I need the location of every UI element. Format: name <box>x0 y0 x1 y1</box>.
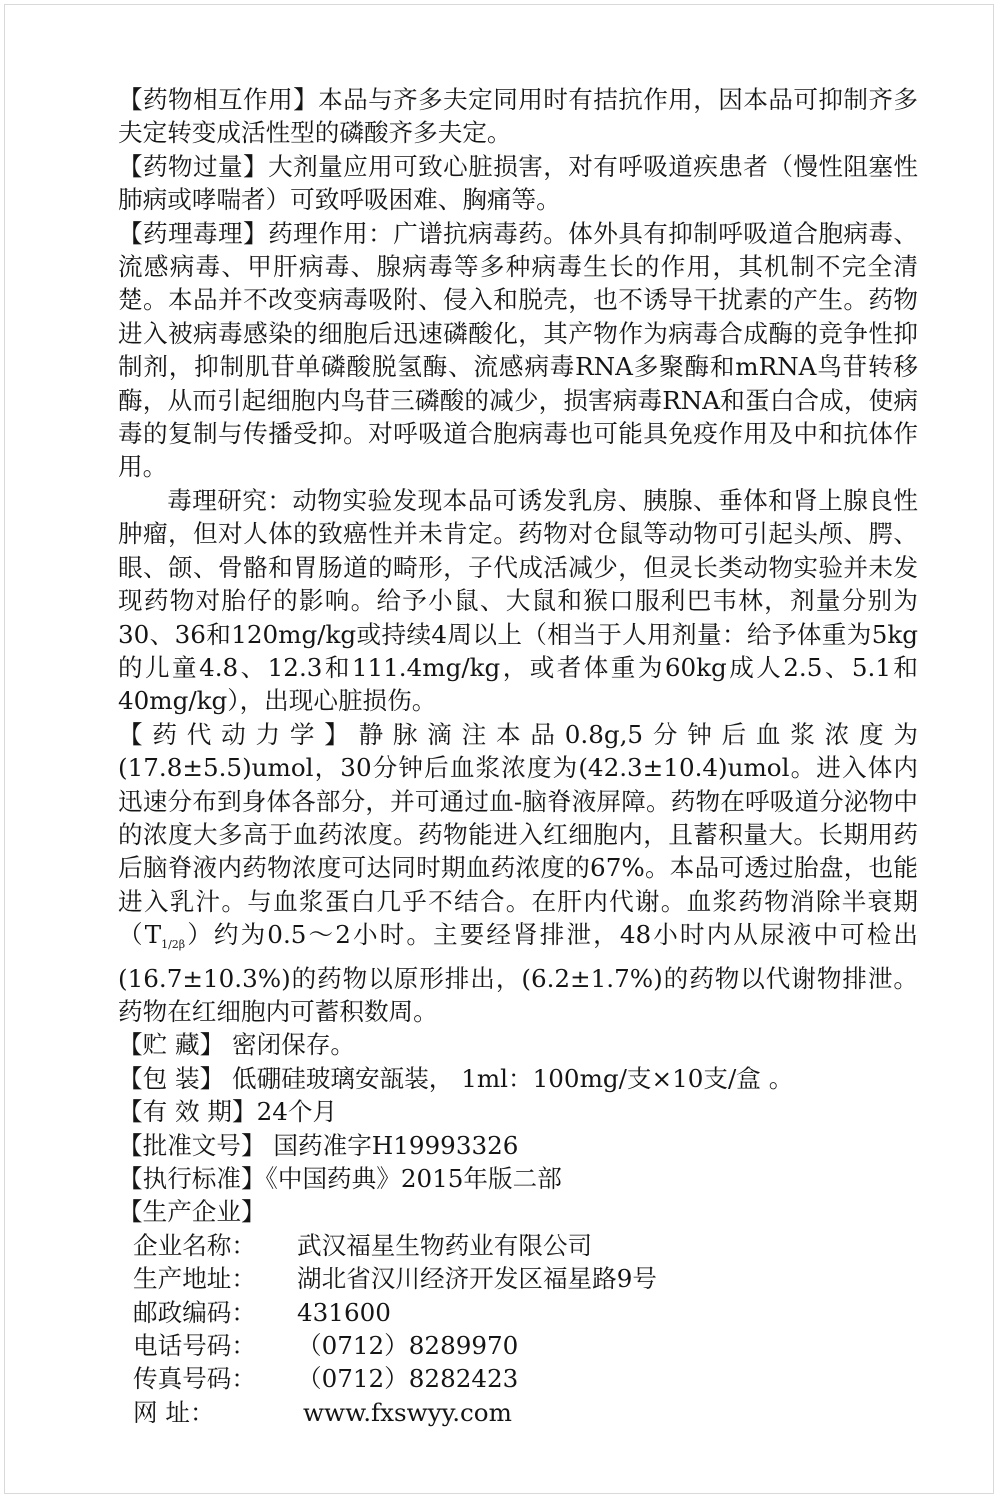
postcode-row <box>133 1296 918 1329</box>
validity-text: 24个月 <box>256 1097 338 1127</box>
pharmacology-heading: 【药理毒理】 <box>118 218 269 248</box>
approval-text: 国药准字H19993326 <box>273 1130 519 1160</box>
approval-heading: 【批准文号】 <box>118 1130 266 1160</box>
fax-value: （0712）8282423 <box>297 1364 519 1394</box>
address-row <box>133 1262 918 1295</box>
overdose-text: 大剂量应用可致心脏损害，对有呼吸道疾患者（慢性阻塞性肺病或哮喘者）可致呼吸困难、胸痛等。 <box>118 151 918 215</box>
phone-label: 电话号码： <box>133 1331 256 1361</box>
pharmacokinetics-heading: 【药代动力学】 <box>118 719 359 749</box>
phone-value: （0712）8289970 <box>297 1331 519 1361</box>
section-pharmacokinetics <box>118 718 918 1029</box>
packaging-text: 低硼硅玻璃安瓿装， 1ml：100mg/支×10支/盒 。 <box>232 1063 794 1093</box>
section-approval <box>118 1129 918 1162</box>
packaging-heading: 【包 装】 <box>118 1063 225 1093</box>
section-storage <box>118 1028 918 1061</box>
pharmacokinetics-text-after: ）约为0.5～2小时。主要经肾排泄，48小时内从尿液中可检出(16.7±10.3%)的药物以原形排出，(6.2±1.7%)的药物以代谢物排泄。药物在红细胞内可蓄积数周。 <box>118 920 918 1026</box>
website-link[interactable]: www.fxswyy.com <box>303 1397 512 1427</box>
section-pharmacology <box>118 217 918 484</box>
section-validity <box>118 1095 918 1128</box>
drug-interactions-heading: 【药物相互作用】 <box>118 85 319 114</box>
standard-heading: 【执行标准】 <box>118 1164 266 1193</box>
toxicology-paragraph: 毒理研究：动物实验发现本品可诱发乳房、胰腺、垂体和肾上腺良性肿瘤，但对人体的致癌性并未肯定。药物对仓鼠等动物可引起头颅、腭、眼、颌、骨骼和胃肠道的畸形，子代成活减少，但灵长类动物实验并未发现药物对胎仔的影响。给予小鼠、大鼠和猴口服利巴韦林，剂量分别为30、36和120mg/kg或持续4周以上（相当于人用剂量：给予体重为5kg的儿童4.8、12.3和111.4mg/kg，或者体重为60kg成人2.5、5.1和40mg/kg），出现心脏损伤。 <box>118 485 918 716</box>
address-label: 生产地址： <box>133 1264 256 1294</box>
half-life-subscript: 1/2β <box>161 938 186 952</box>
section-standard <box>118 1162 918 1195</box>
section-packaging <box>118 1062 918 1095</box>
pharmacokinetics-text-before: 静脉滴注本品0.8g,5分钟后血浆浓度为(17.8±5.5)umol，30分钟后血浆浓度为(42.3±10.4)umol。进入体内迅速分布到身体各部分，并可通过血-脑脊液屏障。药物在呼吸道分泌物中的浓度大多高于血药浓度。药物能进入红细胞内，且蓄积量大。长期用药后脑脊液内药物浓度可达同时期血药浓度的67%。本品可透过胎盘，也能进入乳汁。与血浆蛋白几乎不结合。在肝内代谢。血浆药物消除半衰期（ <box>118 719 918 950</box>
fax-label: 传真号码： <box>133 1364 256 1394</box>
storage-text: 密闭保存。 <box>232 1030 356 1060</box>
manufacturer-info <box>118 1229 918 1429</box>
company-label: 企业名称： <box>133 1230 256 1260</box>
section-overdose <box>118 150 918 217</box>
validity-heading: 【有 效 期】 <box>118 1097 257 1127</box>
company-row <box>133 1229 918 1262</box>
half-life-symbol: T <box>144 920 162 950</box>
standard-text: 《中国药典》2015年版二部 <box>265 1164 562 1193</box>
overdose-heading: 【药物过量】 <box>118 151 269 181</box>
website-label: 网 址： <box>133 1397 215 1427</box>
website-row <box>133 1396 918 1429</box>
postcode-label: 邮政编码： <box>133 1297 256 1327</box>
section-drug-interactions <box>118 83 918 150</box>
manufacturer-heading: 【生产企业】 <box>118 1197 266 1227</box>
fax-row <box>133 1362 918 1395</box>
leaflet-content <box>118 83 918 1429</box>
company-value: 武汉福星生物药业有限公司 <box>297 1230 593 1260</box>
pharmacology-text: 药理作用：广谱抗病毒药。体外具有抑制呼吸道合胞病毒、流感病毒、甲肝病毒、腺病毒等多种病毒生长的作用，其机制不完全清楚。本品并不改变病毒吸附、侵入和脱壳，也不诱导干扰素的产生。药物进入被病毒感染的细胞后迅速磷酸化，其产物作为病毒合成酶的竞争性抑制剂，抑制肌苷单磷酸脱氢酶、流感病毒RNA多聚酶和mRNA鸟苷转移酶，从而引起细胞内鸟苷三磷酸的减少，损害病毒RNA和蛋白合成，使病毒的复制与传播受抑。对呼吸道合胞病毒也可能具免疫作用及中和抗体作用。 <box>118 218 918 482</box>
storage-heading: 【贮 藏】 <box>118 1030 225 1060</box>
phone-row <box>133 1329 918 1362</box>
drug-interactions-text: 本品与齐多夫定同用时有拮抗作用，因本品可抑制齐多夫定转变成活性型的磷酸齐多夫定。 <box>118 85 918 148</box>
postcode-value: 431600 <box>297 1297 391 1327</box>
address-value: 湖北省汉川经济开发区福星路9号 <box>297 1264 657 1294</box>
